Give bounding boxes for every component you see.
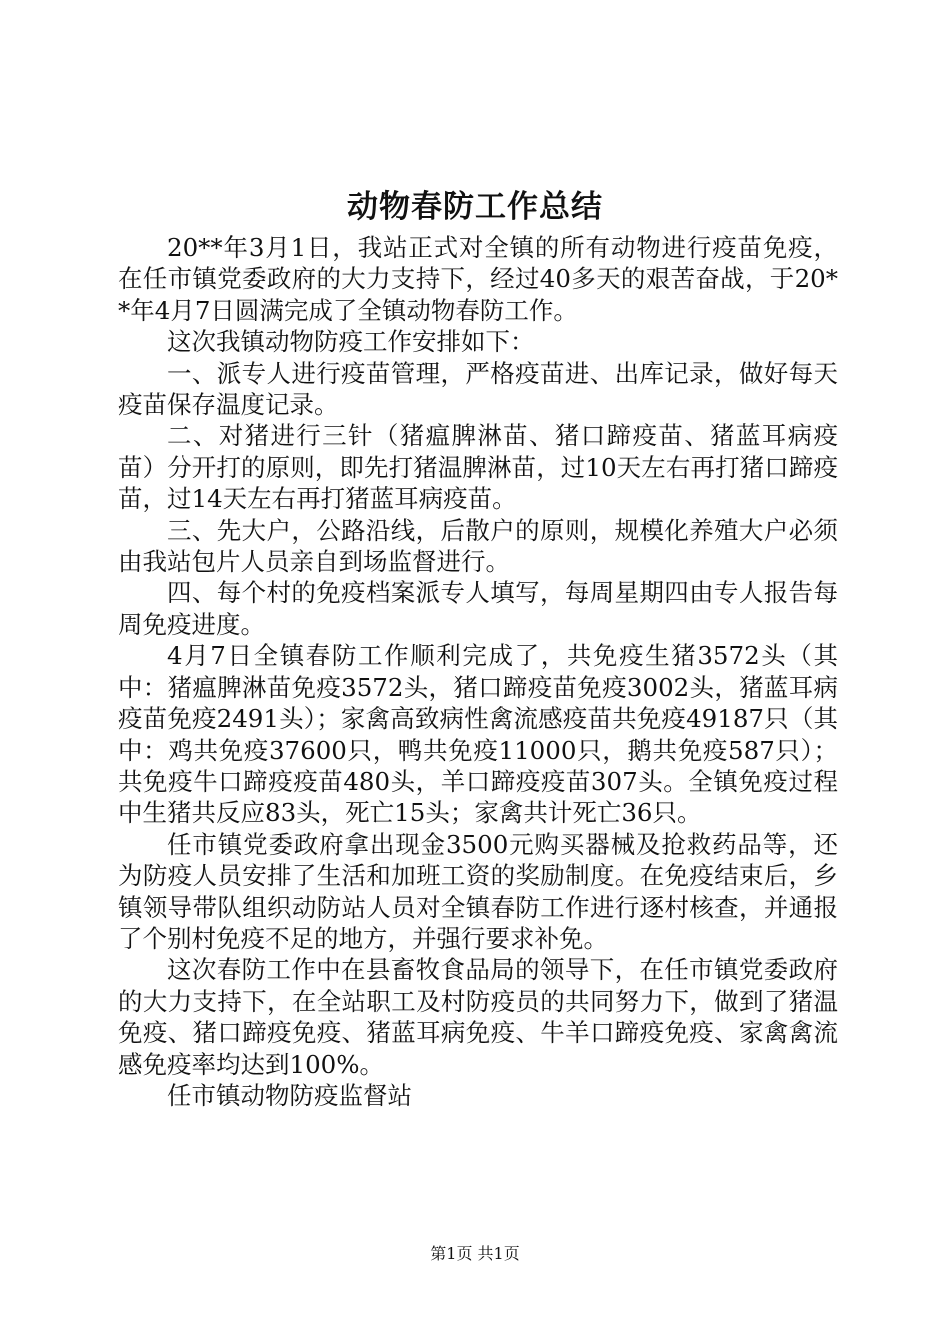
paragraph-intro: 20**年3月1日，我站正式对全镇的所有动物进行疫苗免疫，在任市镇党委政府的大力支持下，经过40多天的艰苦奋战，于20**年4月7日圆满完成了全镇动物春防工作。 (118, 233, 838, 325)
paragraph-item-2: 二、对猪进行三针（猪瘟脾淋苗、猪口蹄疫苗、猪蓝耳病疫苗）分开打的原则，即先打猪温脾淋苗，过10天左右再打猪口蹄疫苗，过14天左右再打猪蓝耳病疫苗。 (118, 421, 838, 514)
paragraph-item-3: 三、先大户，公路沿线，后散户的原则，规模化养殖大户必须由我站包片人员亲自到场监督进行。 (118, 515, 838, 577)
document-body (118, 232, 838, 1111)
document-title: 动物春防工作总结 (347, 189, 603, 225)
paragraph-support: 任市镇党委政府拿出现金3500元购买器械及抢救药品等，还为防疫人员安排了生活和加班工资的奖励制度。在免疫结束后，乡镇领导带队组织动防站人员对全镇春防工作进行逐村核查，并通报了个别村免疫不足的地方，并强行要求补免。 (118, 829, 838, 953)
paragraph-signature: 任市镇动物防疫监督站 (167, 1080, 412, 1110)
paragraph-item-1: 一、派专人进行疫苗管理，严格疫苗进、出库记录，做好每天疫苗保存温度记录。 (118, 358, 838, 420)
paragraph-results: 4月7日全镇春防工作顺利完成了，共免疫生猪3572头（其中：猪瘟脾淋苗免疫3572头，猪口蹄疫苗免疫3002头，猪蓝耳病疫苗免疫2491头）；家禽高致病性禽流感疫苗共免疫49187只（其中：鸡共免疫37600只，鸭共免疫11000只，鹅共免疫587只）；共免疫牛口蹄疫疫苗480头，羊口蹄疫疫苗307头。全镇免疫过程中生猪共反应83头，死亡15头；家禽共计死亡36只。 (118, 641, 838, 828)
page-footer: 第1页 共1页 (430, 1244, 520, 1263)
paragraph-conclusion: 这次春防工作中在县畜牧食品局的领导下，在任市镇党委政府的大力支持下，在全站职工及村防疫员的共同努力下，做到了猪温免疫、猪口蹄疫免疫、猪蓝耳病免疫、牛羊口蹄疫免疫、家禽禽流感免疫率均达到100%。 (118, 955, 838, 1079)
paragraph-item-4: 四、每个村的免疫档案派专人填写，每周星期四由专人报告每周免疫进度。 (118, 578, 838, 639)
paragraph-arrangement-heading: 这次我镇动物防疫工作安排如下： (167, 327, 535, 357)
